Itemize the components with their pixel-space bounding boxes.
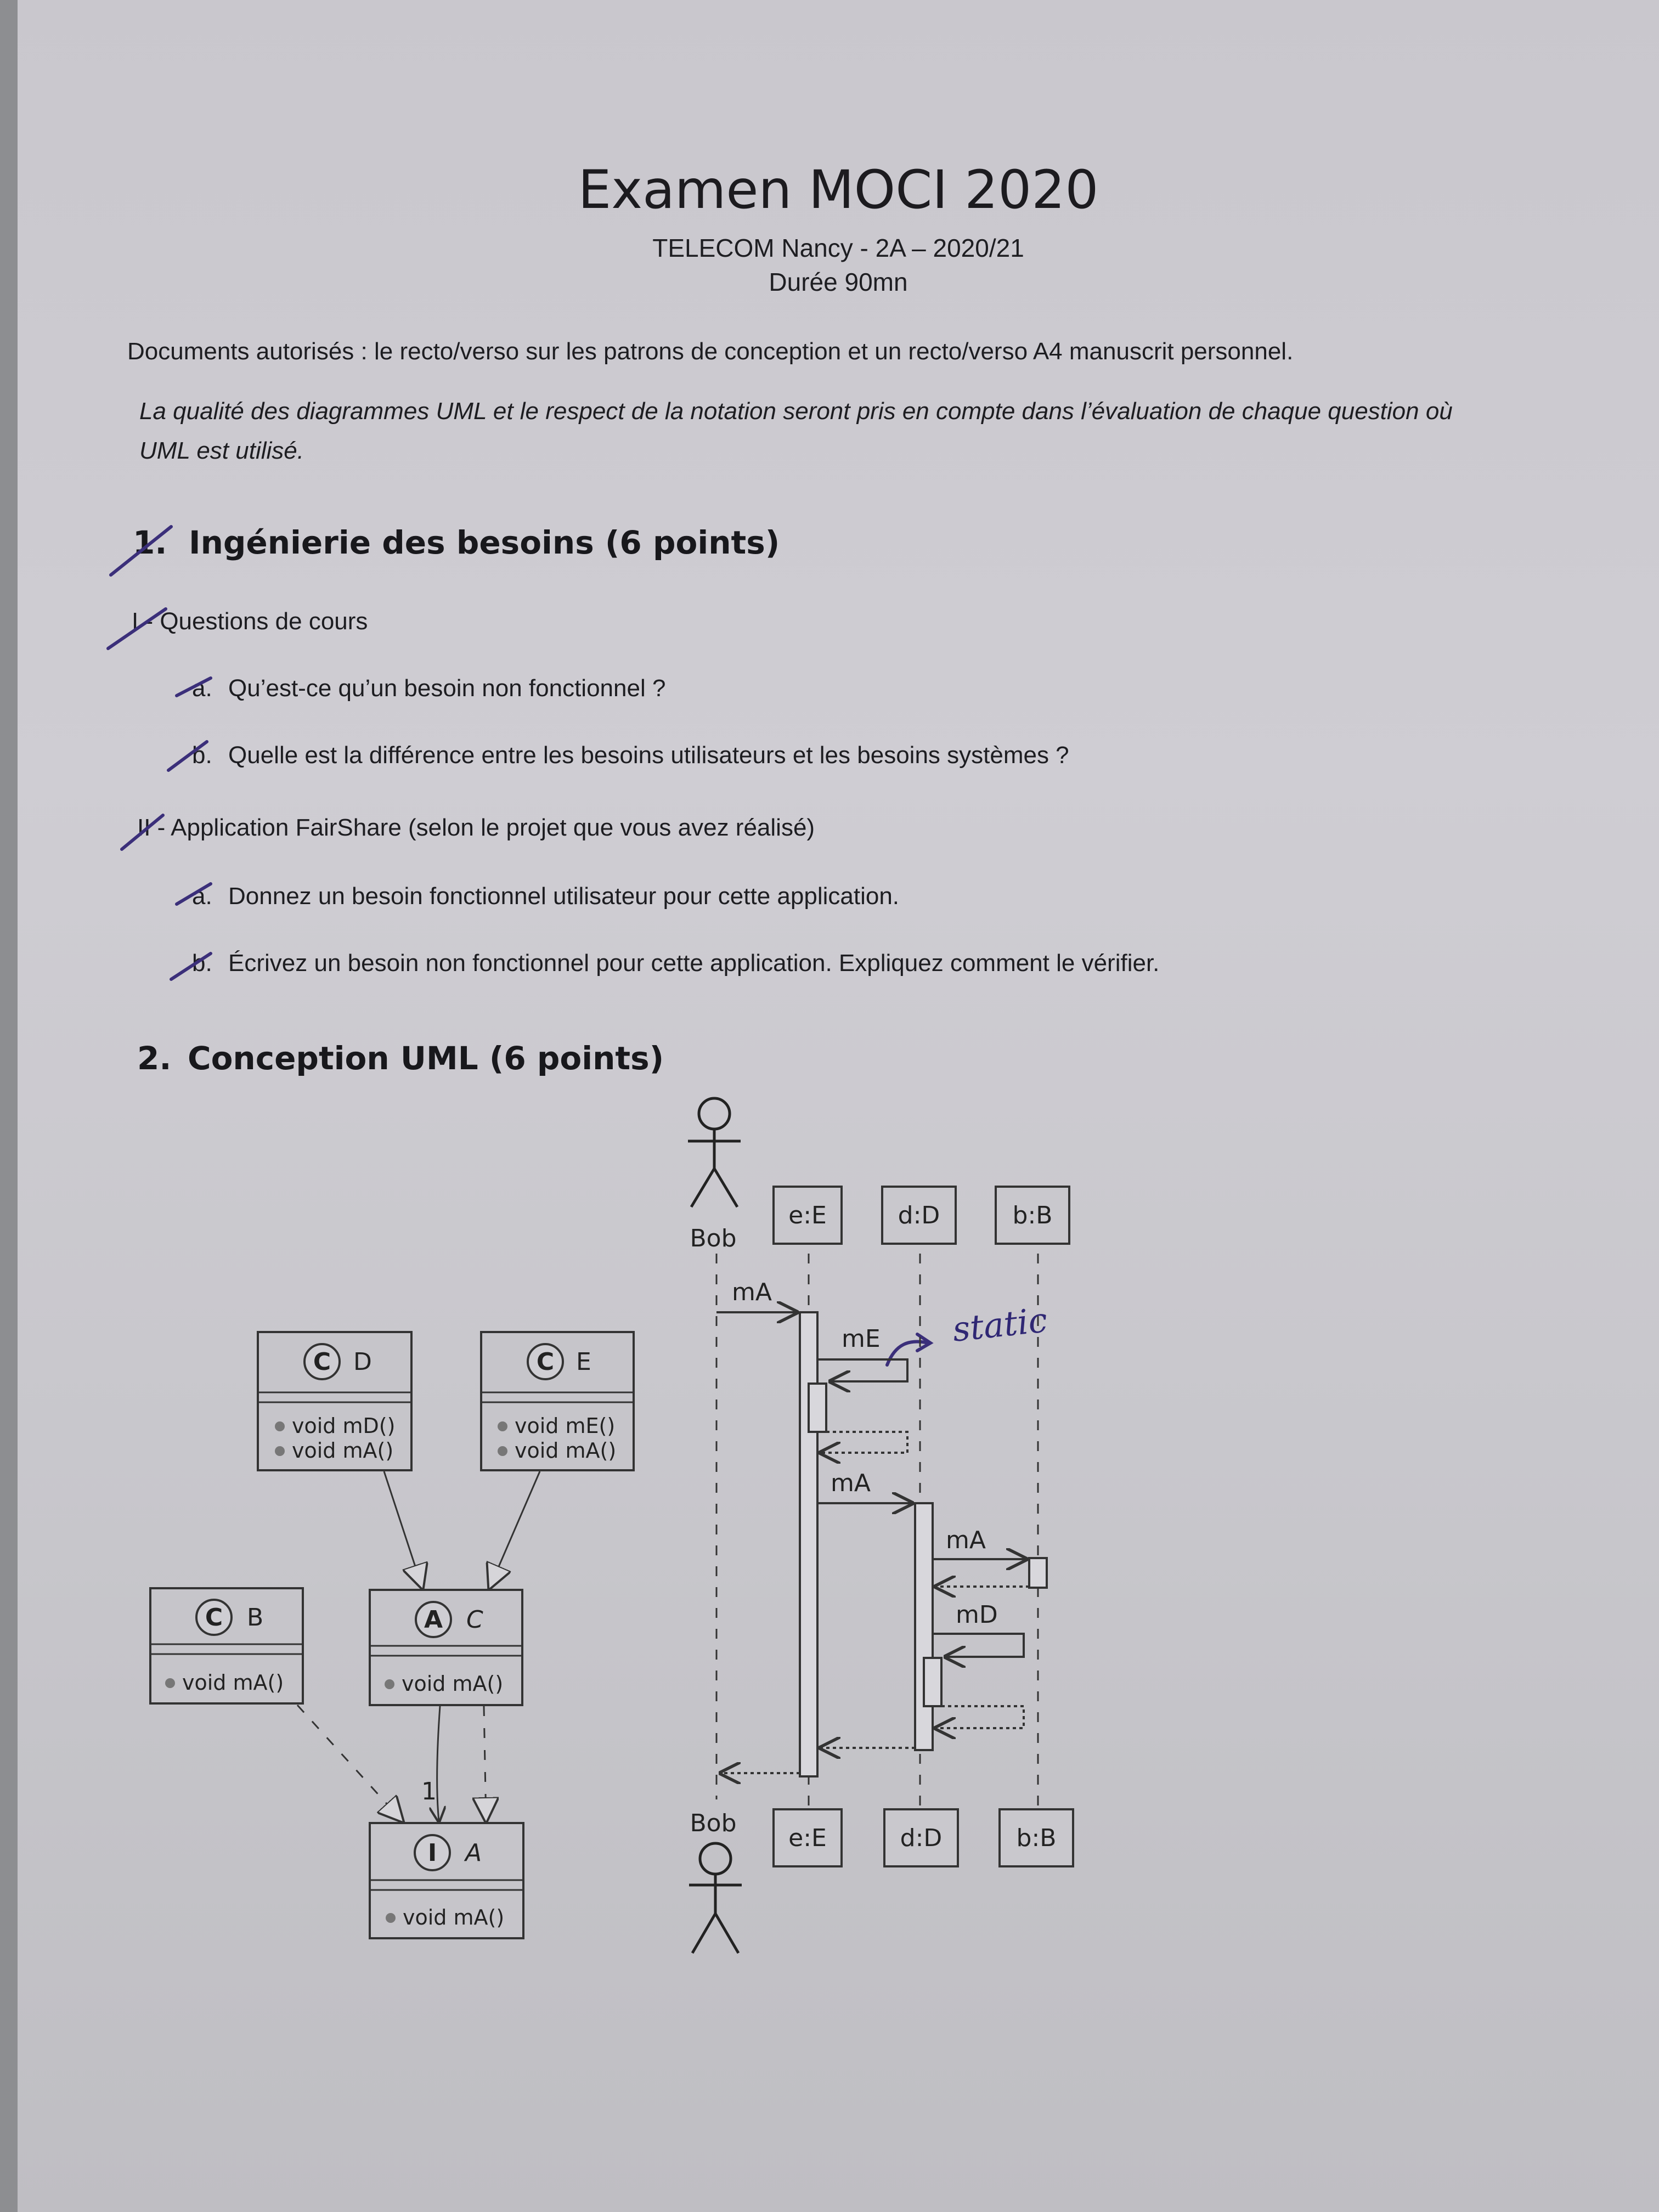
- exam-title: Examen MOCI 2020: [578, 159, 1099, 221]
- class-C-method1: void mA(): [402, 1672, 504, 1696]
- actor-bottom: [689, 1843, 742, 1953]
- participant-b-bottom: [1000, 1809, 1073, 1866]
- participant-b-top: [996, 1187, 1069, 1244]
- interface-A-name: A: [465, 1839, 482, 1867]
- participant-d-bottom: [884, 1809, 958, 1866]
- q1a-letter: a.: [192, 675, 212, 702]
- activation-e-main: [800, 1312, 817, 1776]
- class-E-method1: void mE(): [515, 1414, 616, 1438]
- class-E-method1-dot: [498, 1421, 507, 1431]
- q2a-letter: a.: [192, 883, 212, 910]
- q2a-text: Donnez un besoin fonctionnel utilisateur pour cette application.: [228, 883, 900, 910]
- class-D-method2-dot: [275, 1446, 285, 1456]
- interface-A: [370, 1823, 523, 1938]
- participant-d-top: [882, 1187, 956, 1244]
- message-mD-self-line: [933, 1634, 1024, 1657]
- q1a-text: Qu’est-ce qu’un besoin non fonctionnel ?: [228, 675, 666, 702]
- realization-C-A: [484, 1706, 486, 1821]
- class-B-name: B: [247, 1604, 264, 1632]
- class-B: [150, 1588, 303, 1703]
- message-mA-bob-e-label: mA: [732, 1278, 772, 1306]
- class-C: [370, 1590, 522, 1705]
- class-D-name: D: [353, 1348, 372, 1376]
- class-C-stereotype: A: [424, 1606, 443, 1634]
- participant-d-top-label: d:D: [898, 1201, 940, 1229]
- handwritten-static-note: static: [950, 1300, 1049, 1350]
- message-mA-e-d-label: mA: [831, 1469, 871, 1497]
- exam-subtitle: TELECOM Nancy - 2A – 2020/21: [652, 234, 1024, 262]
- generalization-D-C: [384, 1471, 422, 1588]
- actor-top-label: Bob: [690, 1224, 737, 1252]
- message-mE-self-line: [817, 1359, 907, 1381]
- uml-figure: [18, 0, 1659, 2212]
- class-B-method1-dot: [165, 1678, 175, 1688]
- section2-number: 2.: [137, 1040, 172, 1077]
- class-E-name: E: [576, 1348, 591, 1376]
- participant-b-top-label: b:B: [1012, 1201, 1053, 1229]
- class-D-method1-dot: [275, 1421, 285, 1431]
- return-mD-line: [936, 1706, 1024, 1728]
- class-E-stereotype: C: [536, 1348, 555, 1376]
- part2-label: II - Application FairShare (selon le projet que vous avez réalisé): [137, 814, 815, 841]
- message-mE-label: mE: [842, 1325, 881, 1353]
- participant-e-top: [774, 1187, 842, 1244]
- class-E: [481, 1332, 634, 1470]
- exam-sheet: [18, 0, 1659, 2212]
- part1-label: I - Questions de cours: [132, 608, 368, 635]
- class-B-stereotype: C: [205, 1604, 223, 1632]
- message-mA-d-b-label: mA: [946, 1526, 986, 1554]
- association-C-A: [437, 1706, 440, 1821]
- q2b-text: Écrivez un besoin non fonctionnel pour cette application. Expliquez comment le vérifier.: [228, 950, 1160, 977]
- actor-top: [688, 1098, 741, 1207]
- q1b-text: Quelle est la différence entre les besoins utilisateurs et les besoins systèmes ?: [228, 742, 1069, 769]
- class-C-method1-dot: [385, 1679, 394, 1689]
- class-E-method2: void mA(): [515, 1438, 617, 1463]
- section1-number: 1.: [133, 524, 167, 561]
- participant-e-bottom-label: e:E: [788, 1824, 827, 1852]
- documents-allowed: Documents autorisés : le recto/verso sur les patrons de conception et un recto/verso A4 manuscrit personnel.: [127, 338, 1294, 365]
- quality-note-line2: UML est utilisé.: [139, 437, 304, 464]
- participant-d-bottom-label: d:D: [900, 1824, 943, 1852]
- generalization-E-C: [489, 1471, 540, 1588]
- class-C-name: C: [466, 1606, 483, 1634]
- class-D: [258, 1332, 411, 1470]
- class-D-stereotype: C: [313, 1348, 331, 1376]
- activation-d-main: [915, 1503, 933, 1750]
- actor-bottom-label: Bob: [690, 1809, 737, 1837]
- message-mD-label: mD: [956, 1601, 998, 1629]
- q1b-letter: b.: [192, 742, 212, 769]
- participant-b-bottom-label: b:B: [1016, 1824, 1057, 1852]
- class-D-method2: void mA(): [292, 1438, 394, 1463]
- interface-A-stereotype: I: [427, 1839, 437, 1867]
- class-E-method2-dot: [498, 1446, 507, 1456]
- class-B-method1: void mA(): [182, 1671, 284, 1695]
- q2b-letter: b.: [192, 950, 212, 977]
- activation-b: [1029, 1558, 1047, 1588]
- section1-title: Ingénierie des besoins (6 points): [189, 524, 780, 561]
- activation-d-self: [924, 1658, 941, 1706]
- activation-e-self: [809, 1384, 826, 1432]
- participant-e-top-label: e:E: [788, 1201, 827, 1229]
- participant-e-bottom: [774, 1809, 842, 1866]
- exam-duration: Durée 90mn: [769, 268, 908, 296]
- interface-A-method1: void mA(): [403, 1905, 505, 1929]
- class-D-method1: void mD(): [292, 1414, 396, 1438]
- quality-note-line1: La qualité des diagrammes UML et le respect de la notation seront pris en compte dans l’évaluation de chaque question où: [139, 398, 1453, 425]
- realization-B-A: [297, 1705, 403, 1821]
- section2-title: Conception UML (6 points): [188, 1040, 664, 1077]
- return-mE-line: [821, 1432, 907, 1453]
- interface-A-method1-dot: [386, 1913, 396, 1923]
- association-multiplicity: 1: [421, 1778, 437, 1805]
